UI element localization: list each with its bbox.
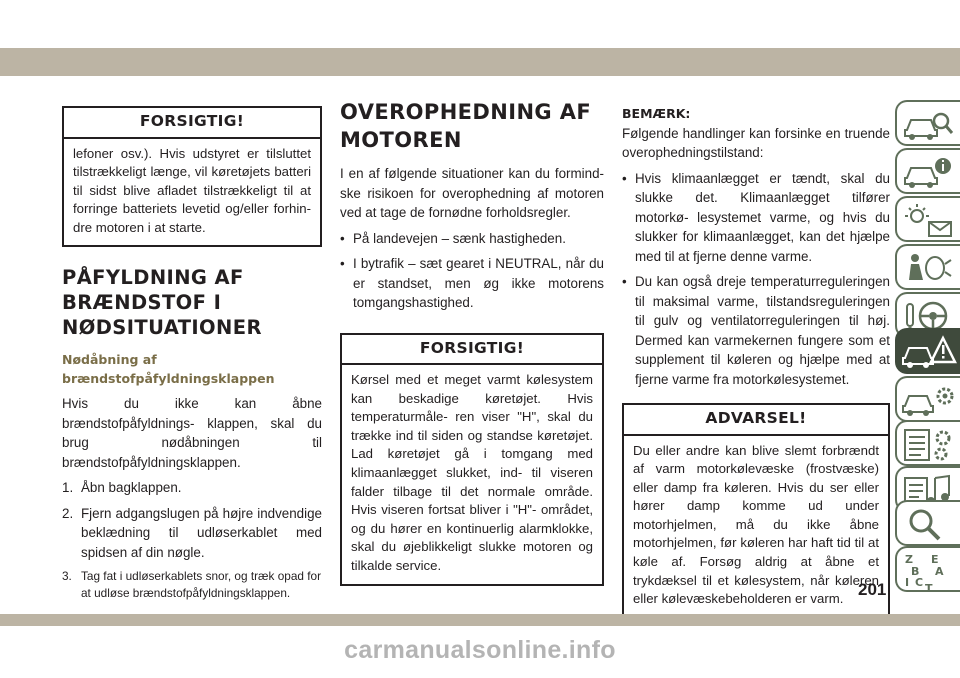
column-right [622,104,890,619]
bullet-text: Du kan også dreje temperaturreguleringen til maksimal varme, tilstandsreguleringen til gulv og ventilatorreguleringen til høj. Dermed kan varmekernen fungere som et supplement til køleren og hjælpe med at fjerne varme fra motorkølesystemet. [635,274,890,387]
caution-heading: FORSIGTIG! [342,335,602,366]
overheat-intro: I en af følgende situationer kan du formind- ske risikoen for overophedning af motoren ved at tage de fornødne forholdsregler. [340,166,604,220]
column-middle [340,98,604,586]
index-letter: E [931,553,939,566]
bullet-dot: • [340,256,345,271]
tab-warning-lights[interactable] [895,196,960,242]
index-letter: T [925,582,933,594]
tab-index[interactable] [895,546,960,592]
step-text: Åbn bagklappen. [81,480,182,496]
step-number: 3. [62,569,72,584]
step-number: 1. [62,480,74,496]
column-left [62,106,322,602]
bullet-dot: • [340,230,345,246]
title-line: BRÆNDSTOF I [62,291,222,315]
tab-emergency[interactable] [895,328,960,374]
step-item [62,478,322,498]
index-letter: C [915,576,924,589]
car-info-icon [901,154,957,192]
note-label: BEMÆRK: [622,106,691,121]
step-number: 2. [62,505,74,521]
warning-heading: ADVARSEL! [624,405,888,436]
list-item [340,229,604,249]
list-item [340,254,604,313]
section-title-emergency-fueling [62,265,322,340]
car-magnifier-icon [901,106,957,144]
section-title-overheating [340,98,604,154]
caution-box-overheating [340,333,604,586]
top-band [0,48,960,76]
watermark: carmanualsonline.info [344,636,616,664]
title-line: OVEROPHEDNING AF [340,100,592,124]
bullet-dot: • [622,274,627,289]
bullet-dot: • [622,170,627,186]
index-letter: A [935,565,944,578]
index-icon [901,552,957,594]
tab-safety[interactable] [895,244,960,290]
caution-text: Kørsel med et meget varmt kølesystem kan beskadige køretøjet. Hvis temperaturmåle- ren viser "H", skal du trække ind til siden og standse køretøjet. Lad køretøjet gå i tomgang med klimaanlægget slukket, ind- til viseren falder tilbage til det normale område. Hvis viseren fortsat bliver i "H"- området, og du hører en kontinuerlig alarmklokke, skal du øjeblikkeligt slukke motoren og tilkalde service. [351,372,593,573]
step-item [62,568,322,602]
page-number: 201 [858,580,887,599]
tab-servicing[interactable] [895,376,960,422]
bullet-text: Hvis klimaanlægget er tændt, skal du slukke det. Klimaanlægget tilfører motorkø- lesystemet varme, og hvis du slukker for klimaanlægget, kan det hjælpe med til at fjerne denne varme. [635,170,890,264]
index-letter: I [905,576,910,589]
warning-box [622,403,890,619]
tab-car-info[interactable] [895,148,960,194]
search-icon [901,506,957,544]
title-line: MOTOREN [340,128,462,152]
step-item [62,504,322,563]
title-line: PÅFYLDNING AF [62,266,244,290]
index-letter: Z [905,553,913,566]
step-text: Fjern adgangslugen på højre indvendige beklædning til udløserkablet med spidsen af din nøgle. [81,505,322,560]
subheading-fuel-door-release [62,350,322,388]
bullet-text: På landevejen – sænk hastigheden. [353,230,566,246]
caution-heading: FORSIGTIG! [64,108,320,139]
list-item [622,272,890,389]
warning-lights-message-icon [901,202,957,240]
warning-text: Du eller andre kan blive slemt forbrændt af varm motorkølevæske (frostvæske) eller damp fra køleren. Hvis du ser eller hører damp komme ud under motorhjelmen, må du ikke åbne motorhjelmen, før køleren har haft tid til at køle af. Forsøg aldrig at åbne et trykdæksel til et kølesystem, når køleren eller kølevæskebeholderen er varm. [633,442,879,607]
tab-specifications[interactable] [895,420,960,466]
fueling-intro: Hvis du ikke kan åbne brændstofpåfyldnings- klappen, skal du brug nødåbningen til brændstofpåfyldningsklappen. [62,396,322,470]
caution-text: lefoner osv.). Hvis udstyret er tilsluttet tilstrækkeligt længe, vil køretøjets batteri til sidst blive afladet tilstrækkeligt til at forringe batteriets levetid og/eller forhin- dre motoren i at starte. [73,145,311,235]
car-service-icon [901,382,957,420]
index-letter: B [911,565,920,578]
note-intro: Følgende handlinger kan forsinke en truende overophedningstilstand: [622,125,890,160]
specifications-icon [901,426,957,464]
subheading-line: Nødåbning af [62,352,157,368]
bullet-text: I bytrafik – sæt gearet i NEUTRAL, når du er standset, men øg ikke motorens tomgangshastighed. [353,256,604,310]
title-line: NØDSITUATIONER [62,316,262,340]
tab-search[interactable] [895,500,960,546]
tab-car-magnifier[interactable] [895,100,960,146]
caution-box-battery [62,106,322,247]
car-emergency-icon [901,334,957,372]
list-item [622,169,890,267]
car-airbag-icon [901,250,957,288]
subheading-line: brændstofpåfyldningsklappen [62,371,275,387]
bottom-band [0,614,960,626]
step-text: Tag fat i udløserkablets snor, og træk opad for at udløse brændstofpåfyldningsklappen. [81,569,321,601]
